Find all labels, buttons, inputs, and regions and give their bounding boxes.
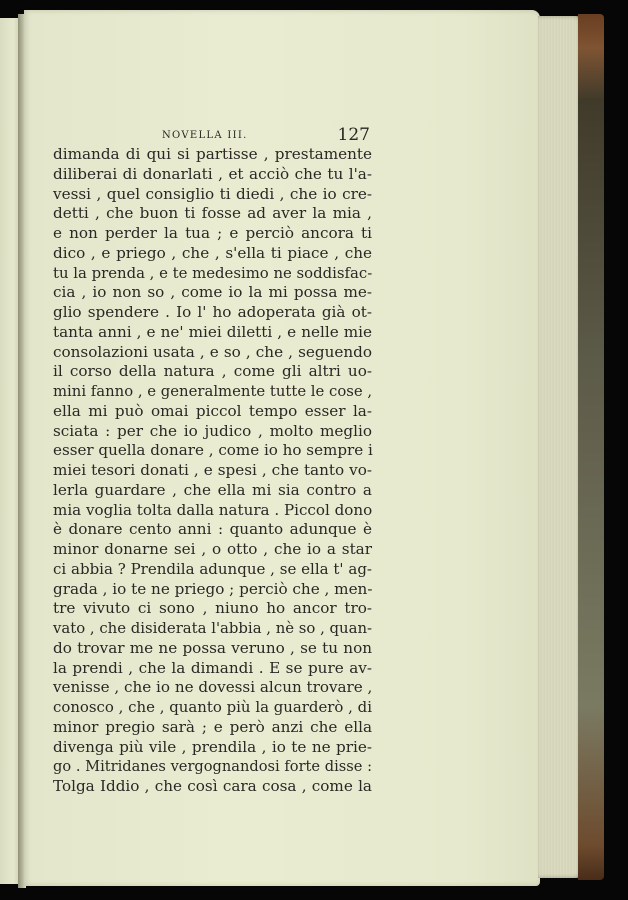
text-line: Tolga Iddio , che così cara cosa , come la [53,777,372,795]
text-line: mia voglia tolta dalla natura . Piccol dono [53,500,373,519]
text-line: cia , io non so , come io la mi possa me- [53,283,372,302]
text-line: dimanda di qui si partisse , prestamente [53,145,372,163]
book-binding [578,14,604,880]
text-line: minor pregio sarà ; e però anzi che ella [53,717,372,736]
page-number: 127 [337,125,370,145]
text-line: venisse , che io ne dovessi alcun trovare , [53,678,373,697]
text-line: divenga più vile , prendila , io te ne prie- [53,737,372,756]
page-fore-edge [538,16,582,878]
text-line: detti , che buon ti fosse ad aver la mia , [53,204,372,223]
text-line: la prendi , che la dimandi . E se pure av- [53,658,372,677]
text-line: miei tesori donati , e spesi , che tanto vo- [53,461,372,479]
text-line: conosco , che , quanto più la guarderò , di [53,698,372,716]
text-line: lerla guardare , che ella mi sia contro a [53,480,372,499]
text-line: minor donarne sei , o otto , che io a star [53,540,372,558]
text-line: sciata : per che io judico , molto meglio [53,421,372,440]
text-line: tu la prenda , e te medesimo ne soddisfac- [53,263,373,282]
text-line: tre vivuto ci sono , niuno ho ancor tro- [53,599,372,618]
text-line: glio spendere . Io l' ho adoperata già ot- [53,303,372,321]
text-line: diliberai di donarlati , et acciò che tu l'a- [53,164,372,183]
text-line: grada , io te ne priego ; perciò che , men- [53,579,373,598]
text-line: e non perder la tua ; e perciò ancora ti [53,224,372,242]
text-line: consolazioni usata , e so , che , seguendo [53,342,372,361]
text-line: mini fanno , e generalmente tutte le cose , [53,383,373,400]
text-line: il corso della natura , come gli altri uo- [53,362,372,381]
text-line: esser quella donare , come io ho sempre i [53,441,373,460]
running-title: NOVELLA III. [162,130,248,141]
text-line: go . Mitridanes vergognandosi forte disse : [53,758,372,776]
text-line: ella mi può omai piccol tempo esser la- [53,401,372,420]
text-line: vato , che disiderata l'abbia , nè so , quan- [53,619,373,637]
text-line: ci abbia ? Prendila adunque , se ella t' ag- [53,559,372,578]
text-line: do trovar me ne possa veruno , se tu non [53,638,372,657]
body-text [53,145,372,797]
text-line: tanta anni , e ne' miei diletti , e nelle mie [53,322,372,341]
text-line: è donare cento anni : quanto adunque è [53,520,372,539]
text-line: vessi , quel consiglio ti diedi , che io cre- [53,184,372,203]
text-line: dico , e priego , che , s'ella ti piace , che [53,243,372,262]
